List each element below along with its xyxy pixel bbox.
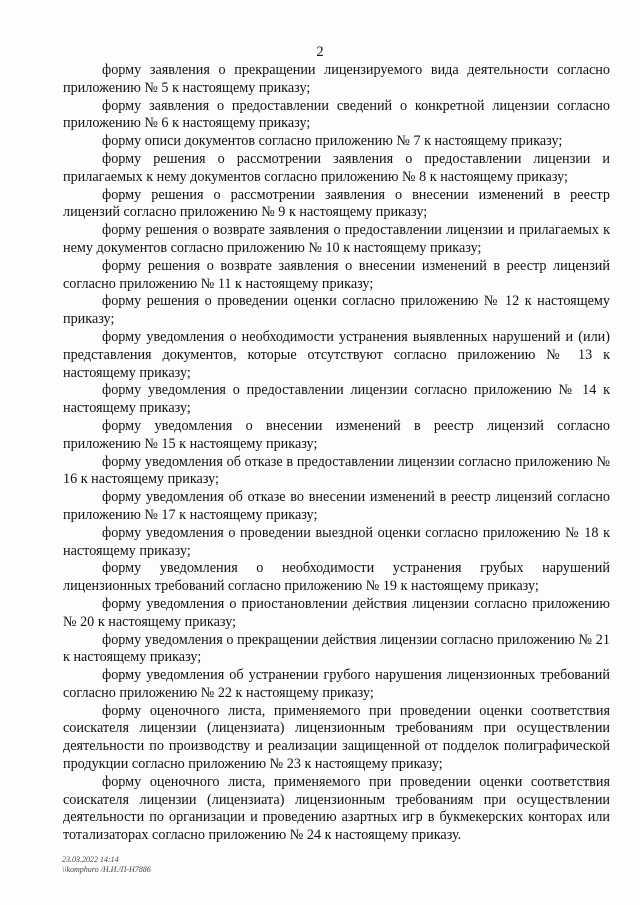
footer-file-path: \\komphuro /Н.И./П-Н7886 xyxy=(62,865,151,874)
footer-date: 23.03.2022 14:14 xyxy=(62,855,119,864)
paragraph: форму решения о рассмотрении заявления о предоставлении лицензии и прилагаемых к нему документов согласно приложению № 8 к настоящему приказу; xyxy=(63,150,610,185)
paragraph: форму уведомления об отказе во внесении изменений в реестр лицензий согласно приложению № 17 к настоящему приказу; xyxy=(63,489,610,523)
paragraph: форму решения о рассмотрении заявления о внесении изменений в реестр лицензий согласно приложению № 9 к настоящему приказу; xyxy=(63,186,610,221)
paragraph: форму уведомления о проведении выездной оценки согласно приложению № 18 к настоящему приказу; xyxy=(63,524,610,559)
paragraph: форму уведомления о прекращении действия лицензии согласно приложению № 21 к настоящему приказу; xyxy=(63,631,610,666)
paragraph: форму решения о возврате заявления о внесении изменений в реестр лицензий согласно приложению № 11 к настоящему приказу; xyxy=(63,257,610,292)
footer-stamp xyxy=(62,855,151,875)
paragraph: форму оценочного листа, применяемого при проведении оценки соответствия соискателя лицензии (лицензиата) лицензионным требованиям при осуществлении деятельности по производству и реализации защищенной от подделок полиграфической продукции согласно приложению № 23 к настоящему приказу; xyxy=(63,702,610,773)
paragraph: форму заявления о предоставлении сведений о конкретной лицензии согласно приложению № 6 к настоящему приказу; xyxy=(63,97,610,132)
page-number: 2 xyxy=(316,44,324,60)
paragraph: форму описи документов согласно приложению № 7 к настоящему приказу; xyxy=(102,133,563,150)
paragraph: форму уведомления о необходимости устранения грубых нарушений лицензионных требований согласно приложению № 19 к настоящему приказу; xyxy=(63,560,610,595)
paragraph: форму уведомления о внесении изменений в реестр лицензий согласно приложению № 15 к настоящему приказу; xyxy=(63,417,610,452)
paragraph: форму уведомления о необходимости устранения выявленных нарушений и (или) представления документов, которые отсутствуют согласно приложению № 13 к настоящему приказу; xyxy=(63,328,610,381)
paragraph: форму решения о проведении оценки согласно приложению № 12 к настоящему приказу; xyxy=(63,293,610,328)
paragraph: форму заявления о прекращении лицензируемого вида деятельности согласно приложению № 5 к настоящему приказу; xyxy=(63,62,610,96)
paragraph: форму оценочного листа, применяемого при проведении оценки соответствия соискателя лицензии (лицензиата) лицензионным требованиям при осуществлении деятельности по организации и проведению азартных игр в букмекерских конторах или тотализаторах согласно приложению № 24 к настоящему приказу. xyxy=(63,773,610,844)
paragraph: форму уведомления об устранении грубого нарушения лицензионных требований согласно приложению № 22 к настоящему приказу; xyxy=(63,667,610,701)
paragraph: форму уведомления об отказе в предоставлении лицензии согласно приложению № 16 к настоящему приказу; xyxy=(63,453,610,488)
document-body xyxy=(63,62,610,845)
paragraph: форму уведомления о приостановлении действия лицензии согласно приложению № 20 к настоящему приказу; xyxy=(63,595,610,630)
paragraph: форму уведомления о предоставлении лицензии согласно приложению № 14 к настоящему приказу; xyxy=(63,382,610,417)
paragraph: форму решения о возврате заявления о предоставлении лицензии и прилагаемых к нему документов согласно приложению № 10 к настоящему приказу; xyxy=(63,222,610,256)
